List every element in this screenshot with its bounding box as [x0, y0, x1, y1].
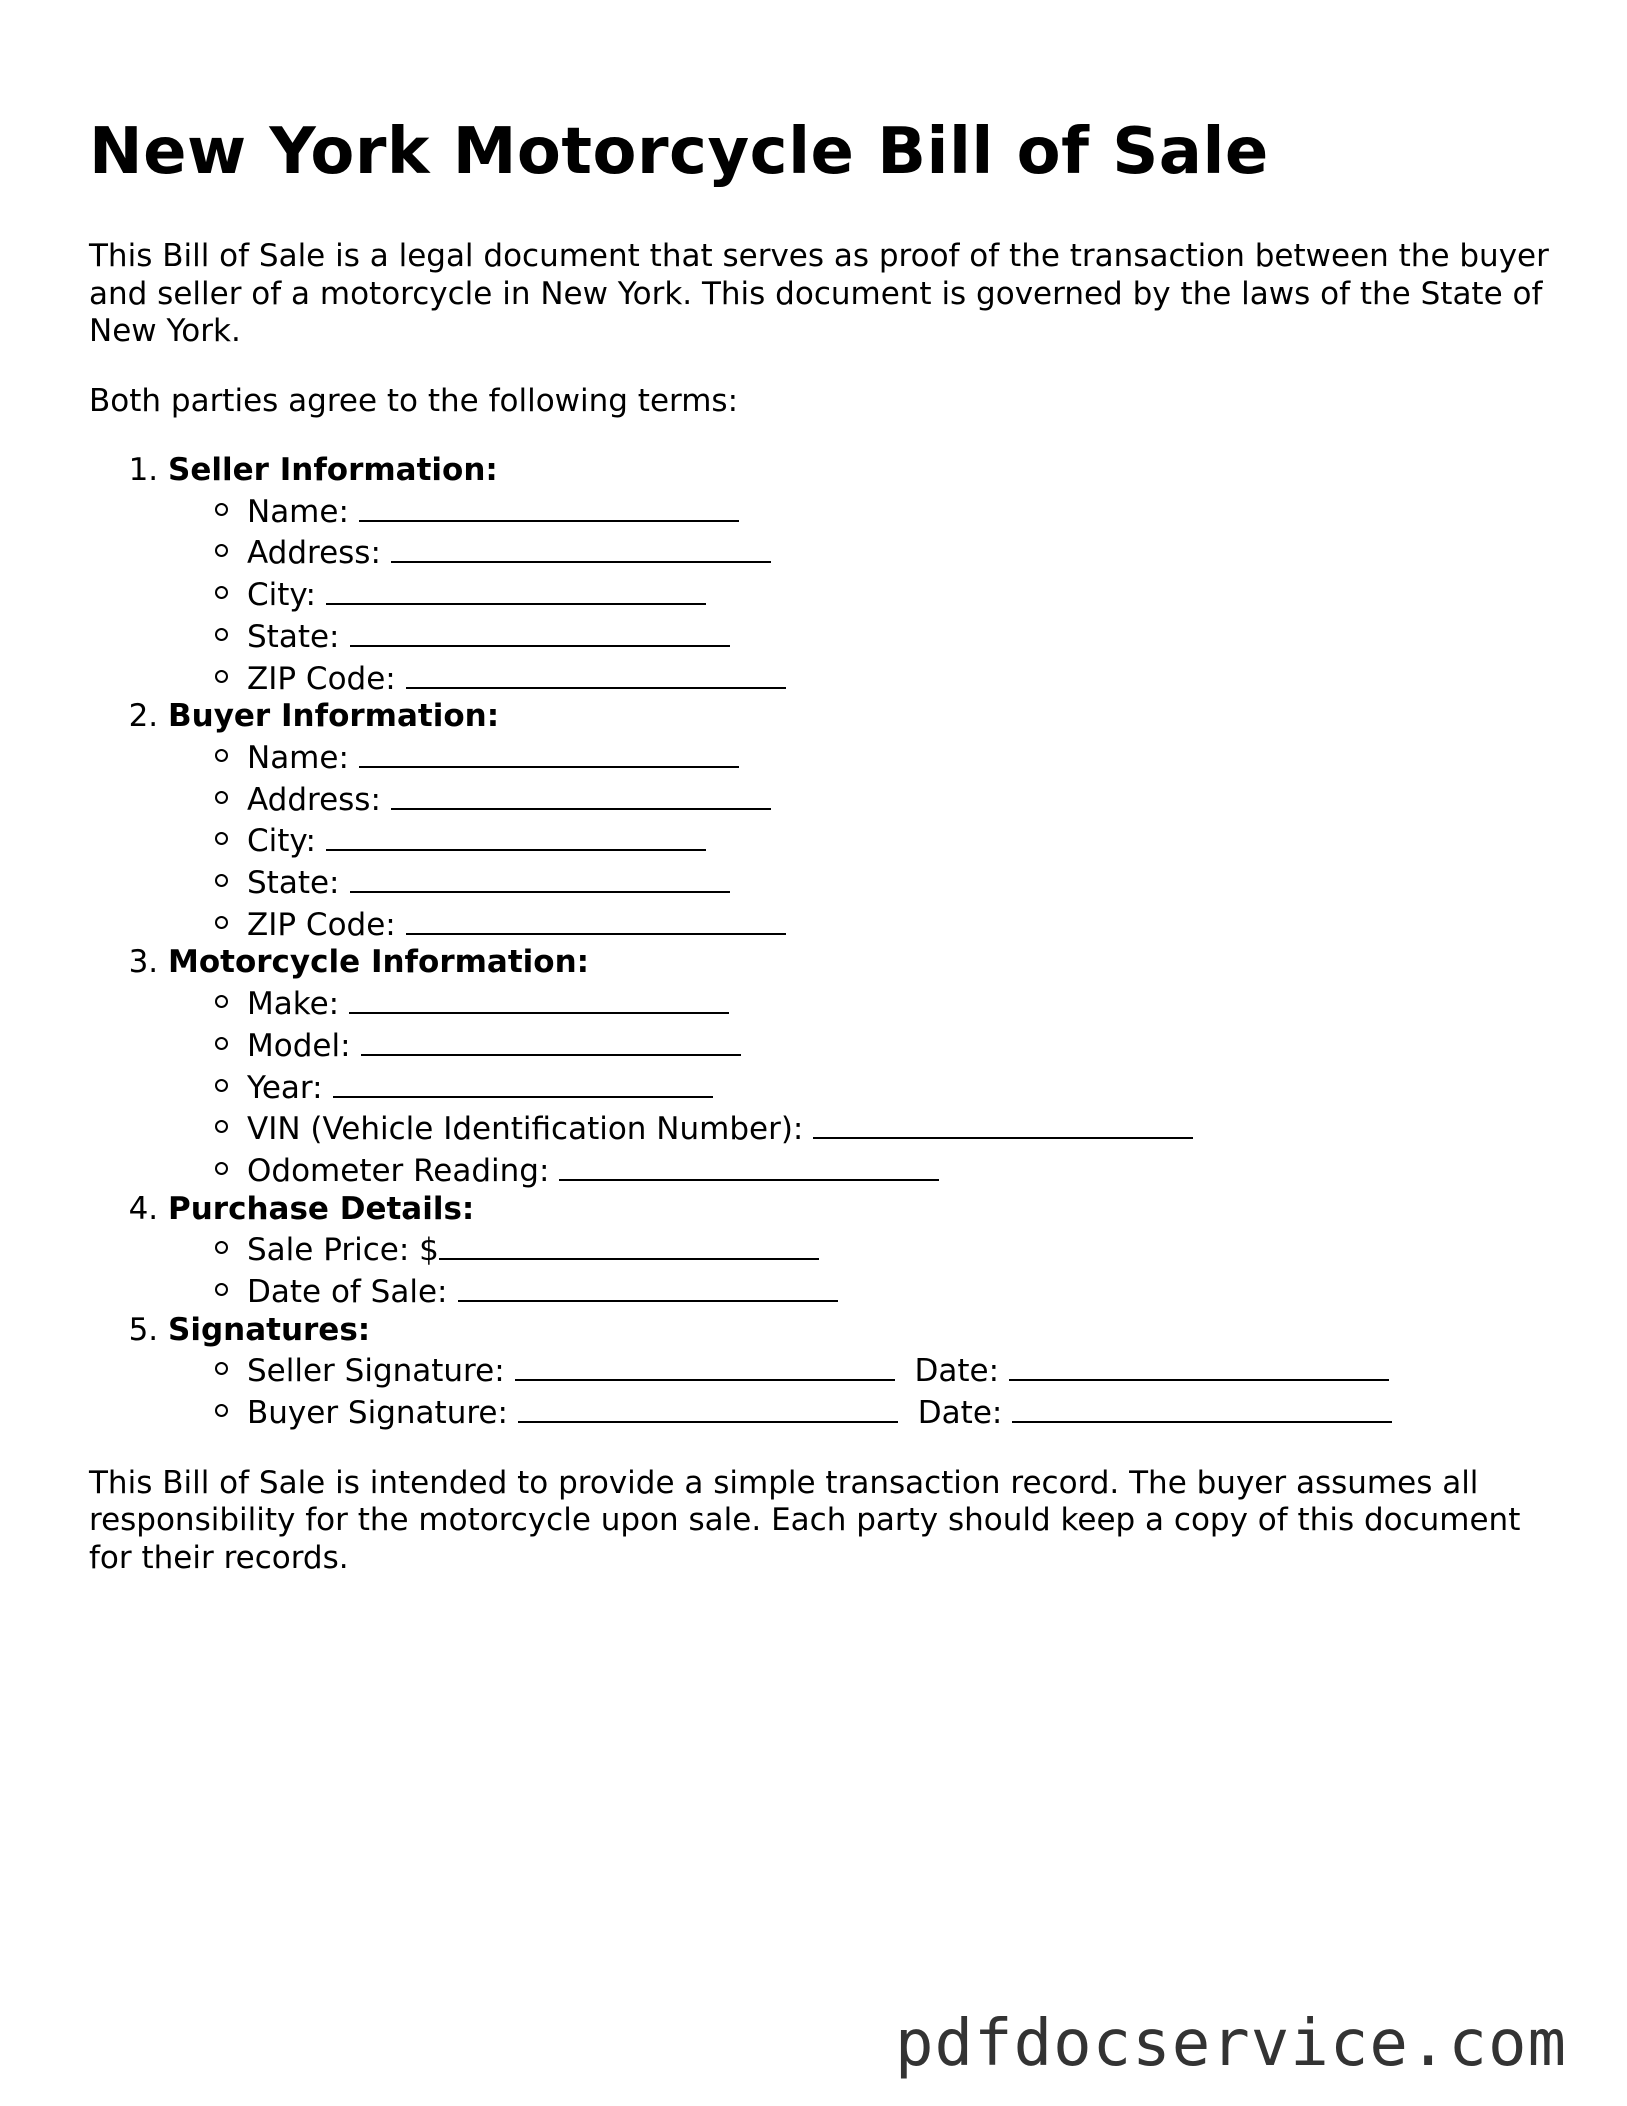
- purchase-section-title: Purchase Details:: [168, 1190, 475, 1227]
- model-label: Model:: [247, 1027, 351, 1064]
- odometer-label: Odometer Reading:: [247, 1152, 550, 1189]
- buyer-city-blank[interactable]: [326, 819, 706, 851]
- buyer-name-field: [247, 736, 1549, 778]
- closing-paragraph: This Bill of Sale is intended to provide a simple transaction record. The buyer assumes all responsibility for the motorcycle upon sale. Each party should keep a copy of this document for their records.: [89, 1464, 1521, 1576]
- seller-section: [168, 452, 1549, 698]
- buyer-address-field: [247, 778, 1549, 820]
- buyer-name-blank[interactable]: [359, 736, 739, 768]
- buyer-signature-label: Buyer Signature:: [247, 1395, 508, 1432]
- year-label: Year:: [247, 1069, 323, 1106]
- sale-date-field: [247, 1270, 1549, 1312]
- vin-field: [247, 1107, 1549, 1149]
- vin-label: VIN (Vehicle Identification Number):: [247, 1111, 804, 1148]
- agreement-statement: Both parties agree to the following terms:: [89, 382, 739, 419]
- odometer-blank[interactable]: [559, 1149, 939, 1181]
- buyer-date-label: Date:: [917, 1395, 1003, 1432]
- buyer-date-blank[interactable]: [1012, 1391, 1392, 1423]
- model-field: [247, 1024, 1549, 1066]
- sale-date-label: Date of Sale:: [247, 1274, 448, 1311]
- seller-signature-field: [247, 1349, 1549, 1391]
- seller-name-label: Name:: [247, 493, 349, 530]
- buyer-state-field: [247, 861, 1549, 903]
- signatures-section: [168, 1312, 1549, 1433]
- buyer-zip-field: [247, 903, 1549, 945]
- footer-brand-watermark: pdfdocservice.com: [894, 2007, 1567, 2081]
- purchase-section: [168, 1191, 1549, 1312]
- seller-state-label: State:: [247, 618, 340, 655]
- year-blank[interactable]: [333, 1066, 713, 1098]
- vin-blank[interactable]: [813, 1107, 1193, 1139]
- document-title: New York Motorcycle Bill of Sale: [89, 115, 1269, 189]
- buyer-address-label: Address:: [247, 781, 381, 818]
- bill-of-sale-document: [89, 112, 1549, 1577]
- buyer-zip-label: ZIP Code:: [247, 906, 396, 943]
- signatures-section-title: Signatures:: [168, 1311, 371, 1348]
- terms-list: [89, 452, 1549, 1433]
- buyer-section: [168, 698, 1549, 944]
- seller-zip-blank[interactable]: [406, 657, 786, 689]
- intro-paragraph: This Bill of Sale is a legal document that serves as proof of the transaction between the buyer and seller of a motorcycle in New York. This document is governed by the laws of the State of New York.: [89, 238, 1549, 349]
- motorcycle-section-title: Motorcycle Information:: [168, 944, 590, 981]
- seller-section-title: Seller Information:: [168, 452, 498, 488]
- seller-state-blank[interactable]: [350, 615, 730, 647]
- seller-fields: [168, 490, 1549, 699]
- seller-address-label: Address:: [247, 535, 381, 572]
- buyer-state-blank[interactable]: [350, 861, 730, 893]
- motorcycle-fields: [168, 982, 1549, 1191]
- buyer-address-blank[interactable]: [391, 778, 771, 810]
- make-blank[interactable]: [349, 982, 729, 1014]
- model-blank[interactable]: [361, 1024, 741, 1056]
- year-field: [247, 1066, 1549, 1108]
- seller-state-field: [247, 615, 1549, 657]
- seller-city-field: [247, 573, 1549, 615]
- seller-date-label: Date:: [914, 1353, 1000, 1390]
- signature-fields: [168, 1349, 1549, 1432]
- seller-address-blank[interactable]: [391, 531, 771, 563]
- buyer-fields: [168, 736, 1549, 945]
- seller-city-label: City:: [247, 577, 316, 614]
- buyer-name-label: Name:: [247, 739, 349, 776]
- buyer-state-label: State:: [247, 865, 340, 902]
- seller-zip-label: ZIP Code:: [247, 660, 396, 697]
- seller-signature-blank[interactable]: [515, 1349, 895, 1381]
- sale-price-blank[interactable]: [439, 1228, 819, 1260]
- seller-date-blank[interactable]: [1009, 1349, 1389, 1381]
- seller-signature-label: Seller Signature:: [247, 1353, 505, 1390]
- sale-price-label: Sale Price: $: [247, 1232, 439, 1269]
- buyer-city-label: City:: [247, 823, 316, 860]
- seller-zip-field: [247, 657, 1549, 699]
- sale-price-field: [247, 1228, 1549, 1270]
- buyer-signature-field: [247, 1391, 1549, 1433]
- seller-name-field: [247, 490, 1549, 532]
- odometer-field: [247, 1149, 1549, 1191]
- buyer-city-field: [247, 819, 1549, 861]
- motorcycle-section: [168, 944, 1549, 1190]
- seller-name-blank[interactable]: [359, 490, 739, 522]
- make-label: Make:: [247, 986, 340, 1023]
- make-field: [247, 982, 1549, 1024]
- purchase-fields: [168, 1228, 1549, 1311]
- seller-city-blank[interactable]: [326, 573, 706, 605]
- buyer-signature-blank[interactable]: [518, 1391, 898, 1423]
- sale-date-blank[interactable]: [458, 1270, 838, 1302]
- buyer-section-title: Buyer Information:: [168, 698, 500, 735]
- buyer-zip-blank[interactable]: [406, 903, 786, 935]
- seller-address-field: [247, 531, 1549, 573]
